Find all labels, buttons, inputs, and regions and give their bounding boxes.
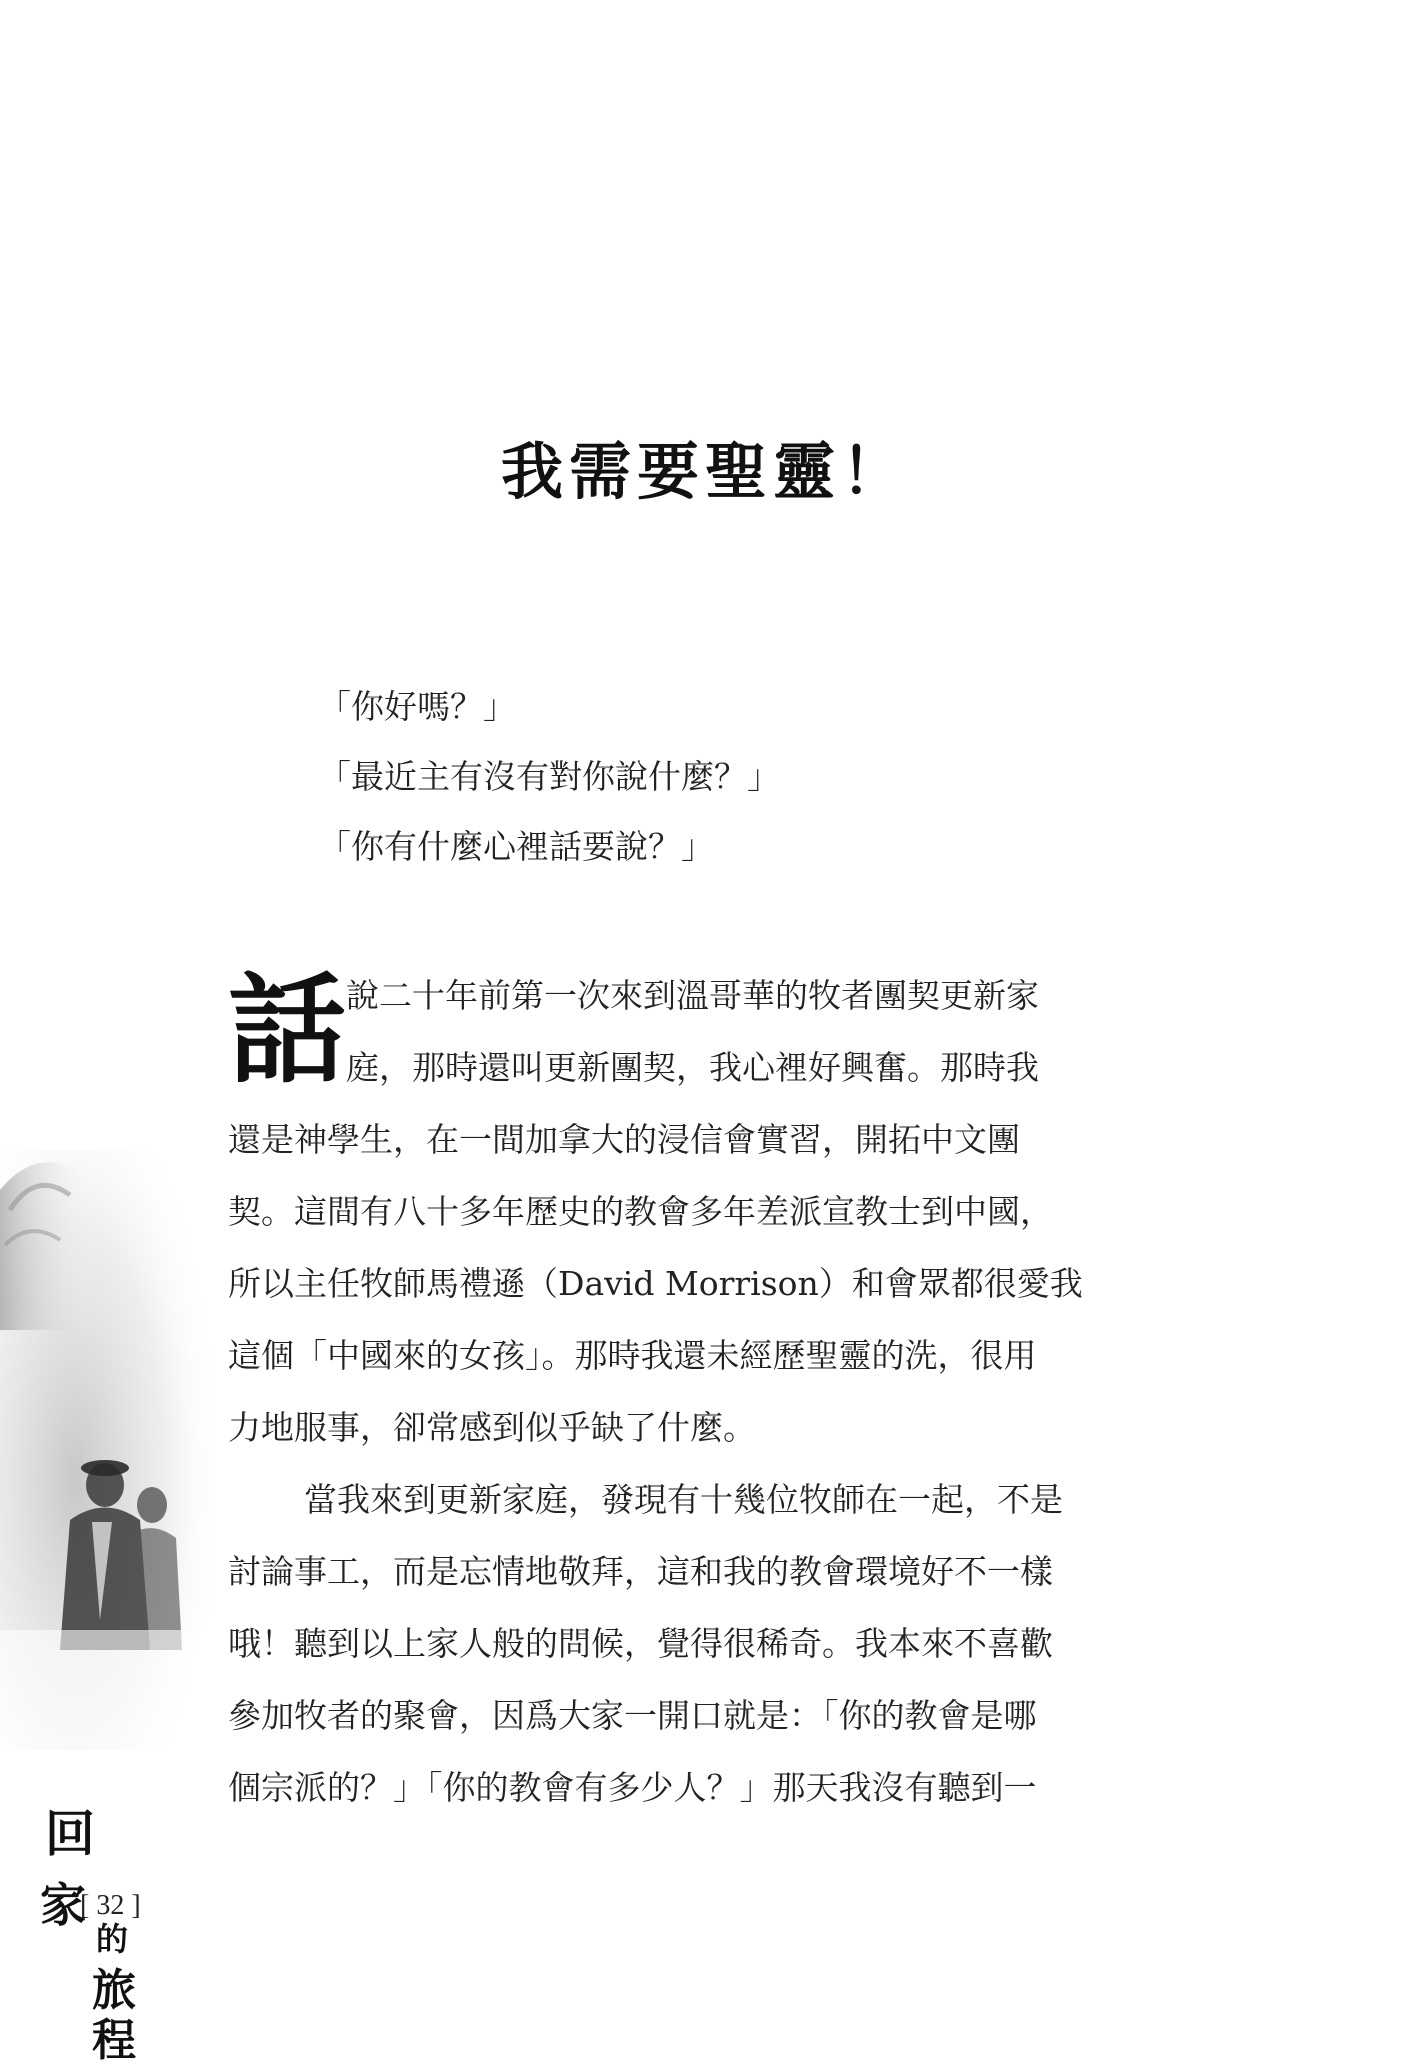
greeting-line: 「最近主有沒有對你說什麼？」 bbox=[318, 757, 780, 796]
greeting-line: 「你有什麼心裡話要說？」 bbox=[318, 827, 714, 866]
book-title-char: 回 bbox=[45, 1804, 95, 1863]
text-line: 還是神學生，在一間加拿大的浸信會實習，開拓中文團 bbox=[228, 1120, 1020, 1159]
page-number: [ 32 ] bbox=[80, 1890, 141, 1921]
paragraph bbox=[228, 960, 1198, 1464]
text-line: 當我來到更新家庭，發現有十幾位牧師在一起，不是 bbox=[304, 1480, 1063, 1519]
text-line: 這個「中國來的女孩」。那時我還未經歷聖靈的洗，很用 bbox=[228, 1336, 1037, 1375]
greeting-line: 「你好嗎？」 bbox=[318, 687, 516, 726]
text-line: 哦！聽到以上家人般的問候，覺得很稀奇。我本來不喜歡 bbox=[228, 1624, 1053, 1663]
body-text bbox=[228, 960, 1198, 1824]
drop-cap: 話 bbox=[228, 960, 347, 1099]
paragraph bbox=[228, 1464, 1198, 1824]
greeting-lines bbox=[318, 672, 780, 882]
book-title-char: 程 bbox=[92, 2015, 136, 2066]
text-line: 所以主任牧師馬禮遜（David Morrison）和會眾都很愛我 bbox=[228, 1264, 1083, 1303]
text-line: 契。這間有八十多年歷史的教會多年差派宣教士到中國， bbox=[228, 1192, 1053, 1231]
sidebar-photo bbox=[0, 1150, 215, 1750]
text-line: 庭，那時還叫更新團契，我心裡好興奮。那時我 bbox=[346, 1048, 1039, 1087]
book-title-char: 的 bbox=[96, 1920, 129, 1958]
book-title-char: 家 bbox=[40, 1878, 86, 1932]
text-line: 討論事工，而是忘情地敬拜，這和我的教會環境好不一樣 bbox=[228, 1552, 1053, 1591]
text-line: 個宗派的？」「你的教會有多少人？」那天我沒有聽到一 bbox=[228, 1768, 1037, 1807]
book-title-char: 旅 bbox=[92, 1965, 136, 2016]
chapter-title: 我需要聖靈！ bbox=[500, 434, 909, 508]
text-line: 參加牧者的聚會，因爲大家一開口就是：「你的教會是哪 bbox=[228, 1696, 1037, 1735]
text-line: 力地服事，卻常感到似乎缺了什麼。 bbox=[228, 1408, 756, 1447]
text-line: 說二十年前第一次來到溫哥華的牧者團契更新家 bbox=[346, 976, 1039, 1015]
